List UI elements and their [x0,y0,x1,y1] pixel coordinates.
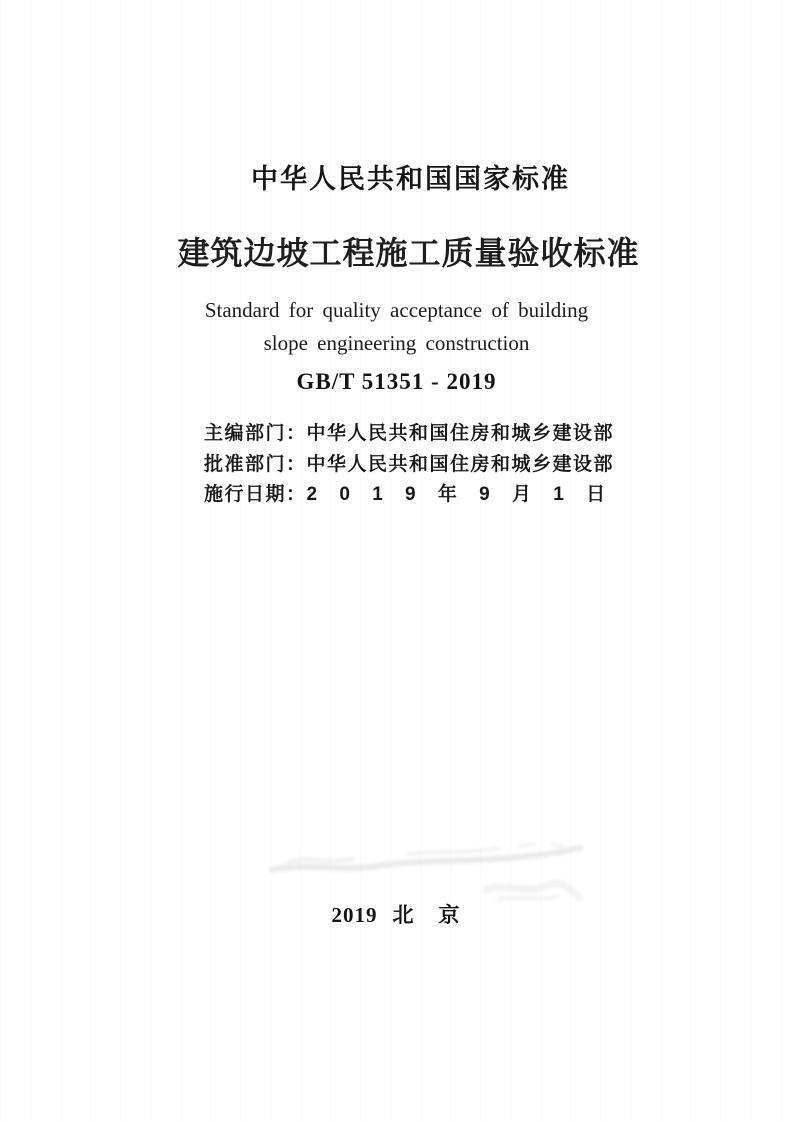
standard-code: GB/T 51351 - 2019 [296,369,497,394]
publication-year: 2019 [331,903,378,927]
effective-date-line: 施行日期：2 0 1 9 年 9 月 1 日 [204,484,607,505]
standard-series-title: 中华人民共和国国家标准 [251,164,570,194]
publication-city: 北 京 [392,904,462,927]
standard-title-zh: 建筑边坡工程施工质量验收标准 [177,235,640,271]
standard-title-en-line1: Standard for quality acceptance of building [204,298,589,322]
publication-info-block [204,419,615,511]
standard-title-en [0,294,793,360]
standard-title-en-line2: slope engineering construction [263,331,530,355]
imprint-line [0,899,793,929]
approval-department-line: 批准部门：中华人民共和国住房和城乡建设部 [204,453,615,475]
chief-editor-department-line: 主编部门：中华人民共和国住房和城乡建设部 [204,423,615,444]
